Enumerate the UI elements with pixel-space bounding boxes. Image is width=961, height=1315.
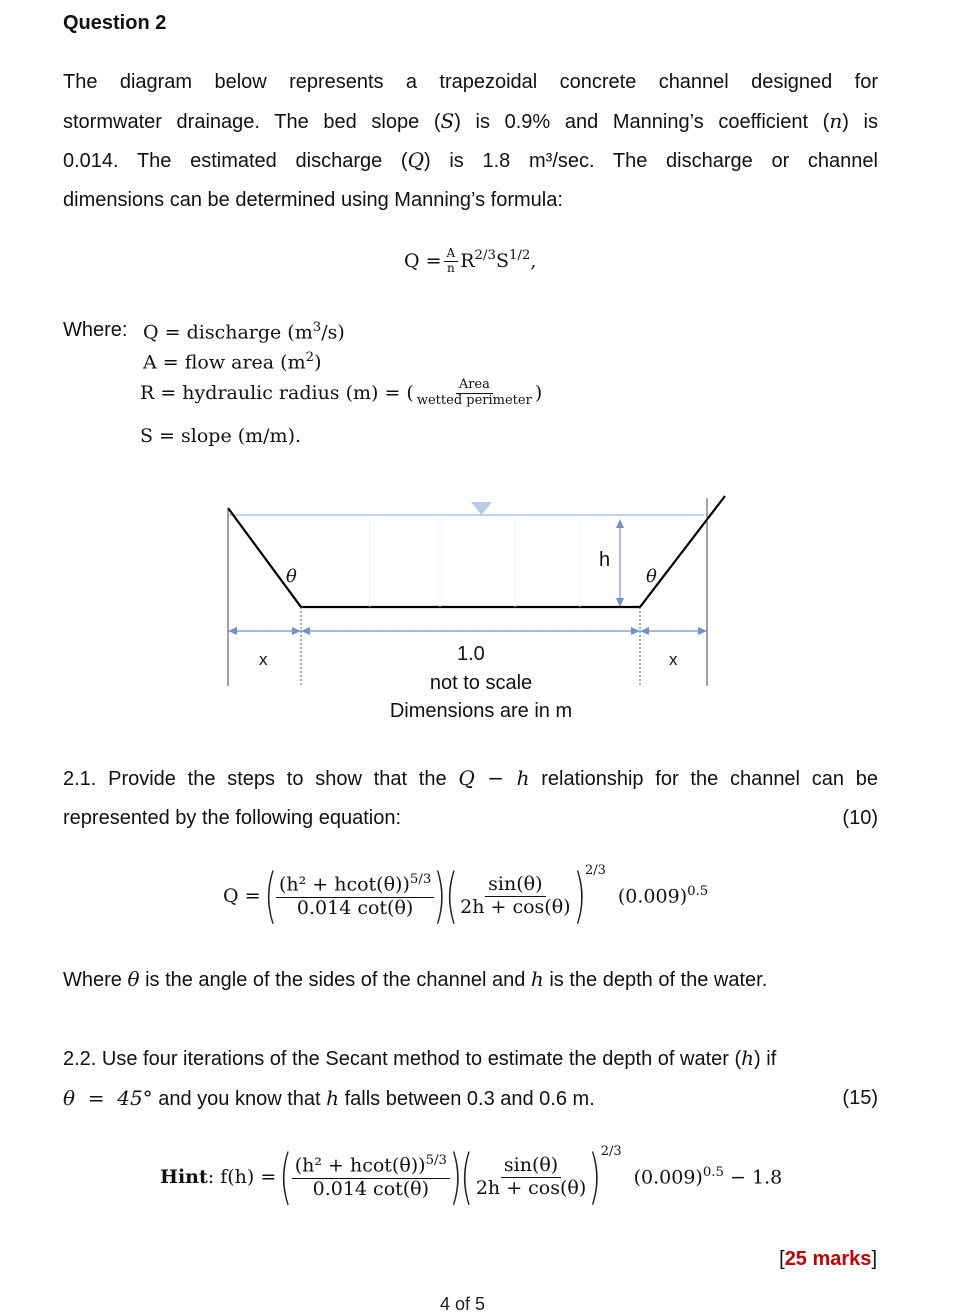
paren-close: ) [433, 861, 447, 931]
where-theta-line [63, 967, 767, 992]
symbol-Q: Q [407, 148, 424, 172]
exponent: 0.5 [687, 884, 709, 900]
fraction-den: 2h + cos(θ) [460, 895, 571, 918]
exponent: 5/3 [425, 1153, 447, 1169]
x-left-arrow-icon [228, 627, 237, 635]
formula-lhs: Q = [404, 250, 442, 273]
bottom-width-arrow-icon [631, 627, 640, 635]
symbol-S: S [440, 108, 455, 133]
text: ) if [754, 1048, 777, 1070]
text: represented by the following equation: [63, 806, 402, 829]
tail [618, 884, 708, 907]
fraction-1 [276, 872, 434, 919]
channel-outline [228, 496, 725, 607]
definition-A [143, 350, 321, 373]
text: Where [63, 969, 128, 991]
channel-diagram [200, 490, 740, 690]
comma: , [530, 250, 537, 273]
symbol-n: n [829, 108, 843, 133]
h-label: h [599, 549, 611, 571]
diagram-note-units: Dimensions are in m [389, 700, 573, 722]
exponent: 2/3 [600, 1143, 622, 1159]
fraction-1 [292, 1153, 450, 1200]
bracket: ] [871, 1248, 877, 1270]
x-left-arrow-icon [292, 627, 301, 635]
text: is the angle of the sides of the channel and [139, 969, 531, 991]
paren-open: ( [279, 1142, 293, 1212]
text: 2.1. Provide the steps to show that the [63, 768, 459, 790]
bracket: [ [779, 1248, 785, 1270]
x-right-arrow-icon [640, 627, 649, 635]
exponent: 2 [305, 350, 315, 365]
text: Q = discharge (m [143, 321, 313, 344]
definition-R [140, 378, 542, 409]
text: ) is [842, 110, 878, 133]
fraction-area-over-perimeter [414, 378, 535, 409]
fraction-den: n [447, 260, 455, 275]
text: and you know that [152, 1087, 327, 1110]
total-marks [779, 1248, 877, 1271]
intro-line-1: The diagram below represents a trapezoidal concrete channel designed for [63, 71, 878, 93]
text: relationship for the channel can be [529, 768, 879, 790]
text: (h² + hcot(θ)) [278, 873, 410, 896]
intro-line-3 [63, 141, 878, 181]
h-arrow-down-icon [616, 598, 624, 607]
text: ) is 0.9% and Manning’s coefficient ( [454, 110, 830, 133]
page-number: 4 of 5 [440, 1294, 486, 1314]
symbol-R: R [460, 250, 475, 273]
q22-line-1 [63, 1039, 878, 1079]
hint-lhs: : f(h) = [207, 1166, 277, 1188]
intro-line-4: dimensions can be determined using Manning’s formula: [63, 188, 563, 211]
text: ) is 1.8 m³/sec. The discharge or channel [424, 150, 878, 172]
q22-marks: (15) [842, 1086, 878, 1109]
paren-open: ( [444, 861, 458, 931]
symbol-theta: θ [127, 967, 140, 991]
symbol-h: h [326, 1085, 340, 1110]
exponent: 2/3 [474, 247, 496, 263]
paren-close: ) [572, 861, 586, 931]
fraction-den: wetted perimeter [416, 392, 532, 408]
q22-line-2 [63, 1079, 878, 1119]
diagram-note-scale: not to scale [429, 672, 533, 694]
where-label: Where: [63, 319, 128, 341]
fraction-A-over-n [444, 247, 459, 276]
hint-label: Hint [160, 1166, 208, 1188]
q21-paragraph [63, 759, 878, 837]
text: R = hydraulic radius (m) = ( [140, 382, 414, 405]
fraction-num: Area [456, 378, 493, 394]
theta-right-label: θ [646, 566, 657, 587]
question-heading: Question 2 [63, 12, 167, 34]
symbol-h: h [530, 967, 544, 991]
intro-line-2 [63, 102, 878, 142]
equation-q21 [223, 861, 709, 931]
x-right-label: x [669, 650, 678, 669]
exponent: 3 [312, 320, 322, 335]
exponent: 0.5 [702, 1165, 724, 1181]
x-right-arrow-icon [698, 627, 707, 635]
fraction-den: 0.014 cot(θ) [296, 896, 414, 919]
q22-paragraph [63, 1039, 878, 1118]
fraction-den: 0.014 cot(θ) [312, 1177, 430, 1200]
math-Q-h: Q − h [458, 766, 530, 790]
fraction-2 [473, 1155, 589, 1200]
symbol-S: S [495, 250, 509, 273]
text: ) [534, 382, 543, 405]
definition-Q [143, 320, 345, 343]
intro-paragraph [63, 63, 878, 219]
text: A = flow area (m [143, 351, 306, 374]
exponent: 5/3 [409, 872, 432, 888]
text: /s) [321, 321, 345, 344]
theta-left-label: θ [286, 566, 297, 587]
q21-line-1 [63, 759, 878, 799]
definition-S: S = slope (m/m). [140, 425, 302, 447]
fraction-den: 2h + cos(θ) [475, 1176, 587, 1199]
text: (0.009) [633, 1166, 703, 1189]
exponent: 1/2 [508, 247, 531, 263]
water-level-marker-icon [471, 502, 492, 515]
text: stormwater drainage. The bed slope ( [63, 110, 441, 133]
bottom-width-label: 1.0 [457, 643, 485, 665]
text: falls between 0.3 and 0.6 m. [339, 1087, 595, 1110]
fraction-num [292, 1153, 450, 1178]
manning-formula [404, 247, 536, 276]
symbol-h: h [741, 1046, 755, 1070]
fraction-num: sin(θ) [501, 1155, 561, 1178]
fraction-num [276, 872, 434, 897]
total-marks-value: 25 marks [784, 1248, 872, 1270]
fraction-num: sin(θ) [485, 874, 545, 897]
paren-close: ) [449, 1142, 463, 1212]
x-left-label: x [259, 650, 268, 669]
fraction-2 [457, 874, 573, 919]
exponent: 2/3 [584, 862, 606, 878]
tail [634, 1165, 783, 1188]
text: ) [314, 351, 322, 374]
text: is the depth of the water. [543, 969, 768, 991]
bottom-width-arrow-icon [301, 627, 310, 635]
text: 0.014. The estimated discharge ( [63, 150, 408, 172]
text: (h² + hcot(θ)) [294, 1154, 426, 1177]
paren-open: ( [460, 1142, 474, 1212]
text: − 1.8 [723, 1166, 783, 1189]
fraction-num: A [444, 247, 459, 262]
paren-open: ( [263, 861, 277, 931]
q21-marks: (10) [842, 806, 878, 829]
paren-close: ) [588, 1142, 602, 1212]
math-theta-45: θ = 45° [63, 1085, 153, 1110]
h-arrow-up-icon [616, 519, 624, 528]
q21-line-2 [63, 799, 878, 838]
text: (0.009) [617, 885, 688, 908]
text: 2.2. Use four iterations of the Secant method to estimate the depth of water ( [63, 1048, 742, 1070]
equation-lhs: Q = [223, 885, 261, 907]
hint-equation [160, 1142, 783, 1212]
